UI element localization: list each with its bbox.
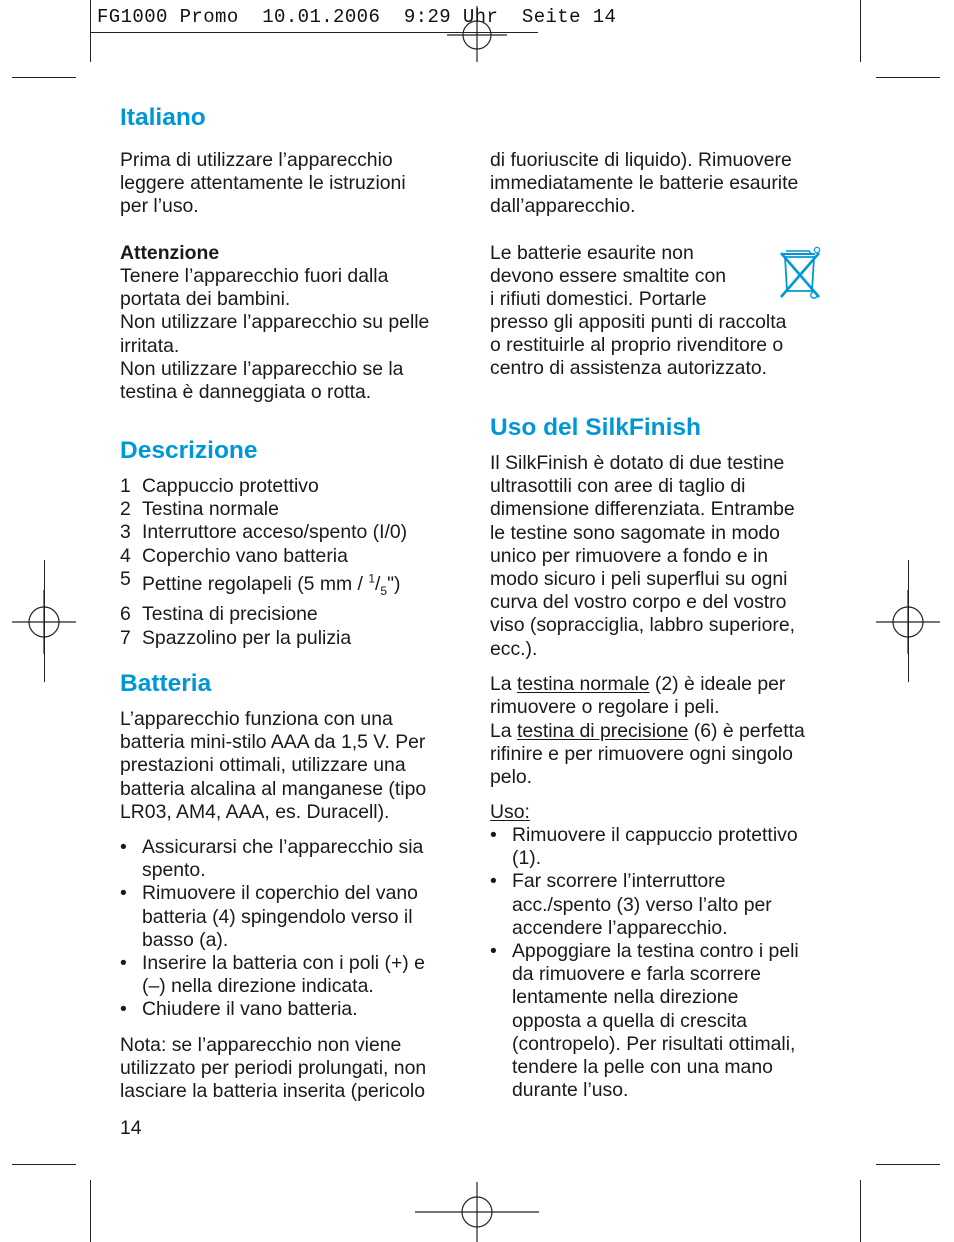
bullet: •: [120, 836, 127, 858]
bullet: •: [120, 882, 127, 905]
crop-mark: [90, 1180, 91, 1242]
attention-label: Attenzione: [120, 242, 220, 264]
print-page-ref: Seite 14: [521, 6, 617, 28]
item-text: Chiudere il vano batteria.: [142, 998, 358, 1021]
item-label: [142, 571, 401, 599]
bullet: •: [490, 870, 497, 893]
registration-mark-icon: [876, 590, 940, 654]
bullet: •: [490, 824, 497, 846]
item-label-text: "): [387, 573, 401, 596]
crop-mark: [876, 77, 940, 78]
crop-mark: [12, 1164, 76, 1165]
item-label: Coperchio vano batteria: [142, 544, 348, 567]
crop-mark: [860, 0, 861, 62]
registration-mark-icon: [447, 6, 507, 62]
item-number: 4: [120, 544, 131, 567]
list-item: [490, 824, 835, 870]
fraction-separator: /: [375, 573, 381, 596]
crop-mark: [90, 0, 91, 62]
item-text: Assicurarsi che l’apparecchio sia spento.: [142, 836, 424, 882]
list-item: [120, 952, 465, 998]
registration-mark-icon: [415, 1182, 539, 1242]
bullet: •: [120, 952, 127, 975]
item-text: Rimuovere il cappuccio protettivo (1).: [512, 824, 798, 870]
crop-mark: [860, 1180, 861, 1242]
uso-intro-paragraph: Il SilkFinish è dotato di due testine ultrasottili con aree di taglio di dimensione differenziata. Entrambe le testine sono sagomate in modo unico per rimuovere a fondo e in modo sicuro i peli superflui su ogni curva del vostro corpo e del vostro viso (sopracciglia, labbro superiore, ecc.).: [490, 452, 796, 660]
list-item: [120, 568, 465, 604]
precision-head-term: testina di precisione: [516, 720, 689, 742]
parts-list: [120, 475, 465, 650]
item-label: Testina normale: [142, 498, 279, 521]
list-item: [120, 545, 465, 568]
battery-steps-list: [120, 836, 465, 1022]
item-number: 7: [120, 626, 131, 649]
bullet: •: [120, 998, 127, 1021]
item-number: 2: [120, 498, 131, 521]
print-slug-line: [97, 6, 616, 28]
print-slug: FG1000 Promo: [97, 6, 239, 28]
list-item: [490, 870, 835, 940]
list-item: [120, 998, 465, 1021]
item-number: 3: [120, 521, 131, 544]
print-date: 10.01.2006: [262, 6, 381, 28]
list-item: [120, 836, 465, 882]
fraction-numerator: 1: [368, 571, 376, 586]
intro-paragraph: Prima di utilizzare l’apparecchio leggere attentamente le istruzioni per l’uso.: [120, 149, 406, 218]
text-run: La: [490, 673, 517, 695]
battery-paragraph: L’apparecchio funziona con una batteria mini-stilo AAA da 1,5 V. Per prestazioni ottimali, utilizzare una batteria alcalina al manganese (tipo LR03, AM4, AAA, es. Duracell).: [120, 708, 427, 823]
bullet: •: [490, 940, 497, 963]
item-text: Inserire la batteria con i poli (+) e (–) nella direzione indicata.: [142, 952, 425, 998]
uso-steps-list: [490, 824, 835, 1102]
text-run: (6) è perfetta rifinire e per rimuovere ogni singolo pelo.: [490, 720, 805, 789]
disposal-text-cont: presso gli appositi punti di raccolta o restituirle al proprio rivenditore o centro di assistenza autorizzato.: [490, 311, 787, 380]
disposal-text: Le batterie esaurite non devono essere smaltite con i rifiuti domestici. Portarle: [490, 242, 727, 311]
item-number: 6: [120, 603, 131, 626]
item-number: 1: [120, 475, 131, 497]
page-number: 14: [120, 1117, 142, 1139]
text-run: (2) è ideale per rimuovere o regolare i peli.: [490, 673, 786, 719]
item-label-text: Pettine regolapeli (5 mm /: [142, 573, 369, 596]
section-heading-batteria: Batteria: [120, 670, 212, 697]
normal-head-term: testina normale: [516, 673, 650, 695]
list-item: [490, 940, 835, 1102]
list-item: [120, 475, 465, 498]
print-time: 9:29 Uhr: [403, 6, 499, 28]
section-heading-descrizione: Descrizione: [120, 437, 258, 464]
item-label: Cappuccio protettivo: [142, 475, 319, 497]
section-heading-italiano: Italiano: [120, 104, 206, 131]
item-label: Interruttore acceso/spento (I/0): [142, 521, 408, 544]
text-run: La: [490, 720, 517, 742]
crop-mark: [876, 1164, 940, 1165]
item-label: Spazzolino per la pulizia: [142, 626, 352, 649]
list-item: [120, 521, 465, 544]
crossed-out-wheelie-bin-icon: [777, 245, 823, 303]
attention-text: Tenere l’apparecchio fuori dalla portata dei bambini. Non utilizzare l’apparecchio su pelle irritata. Non utilizzare l’apparecchio se la testina è danneggiata o rotta.: [120, 265, 430, 404]
item-number: 5: [120, 567, 131, 590]
list-item: [120, 603, 465, 626]
section-heading-uso: Uso del SilkFinish: [490, 414, 702, 441]
fraction-denominator: 5: [380, 584, 388, 599]
item-text: Appoggiare la testina contro i peli da rimuovere e farla scorrere lentamente nella direzione opposta a quella di crescita (contropelo). Per risultati ottimali, tendere la pelle con una mano durante l’uso.: [512, 940, 799, 1102]
list-item: [120, 627, 465, 650]
item-text: Far scorrere l’interruttore acc./spento (3) verso l’alto per accendere l’apparecchio.: [512, 870, 772, 939]
registration-mark-icon: [12, 590, 76, 654]
crop-mark: [12, 77, 76, 78]
precision-head-paragraph: [490, 720, 835, 790]
item-text: Rimuovere il coperchio del vano batteria (4) spingendolo verso il basso (a).: [142, 882, 418, 951]
uso-label: Uso:: [490, 801, 530, 823]
normal-head-paragraph: [490, 673, 835, 719]
item-label: Testina di precisione: [142, 603, 318, 626]
list-item: [120, 498, 465, 521]
list-item: [120, 882, 465, 952]
note-paragraph: Nota: se l’apparecchio non viene utilizzato per periodi prolungati, non lasciare la batteria inserita (pericolo: [120, 1034, 427, 1103]
continuation-paragraph: di fuoriuscite di liquido). Rimuovere immediatamente le batterie esaurite dall’apparecchio.: [490, 149, 799, 218]
